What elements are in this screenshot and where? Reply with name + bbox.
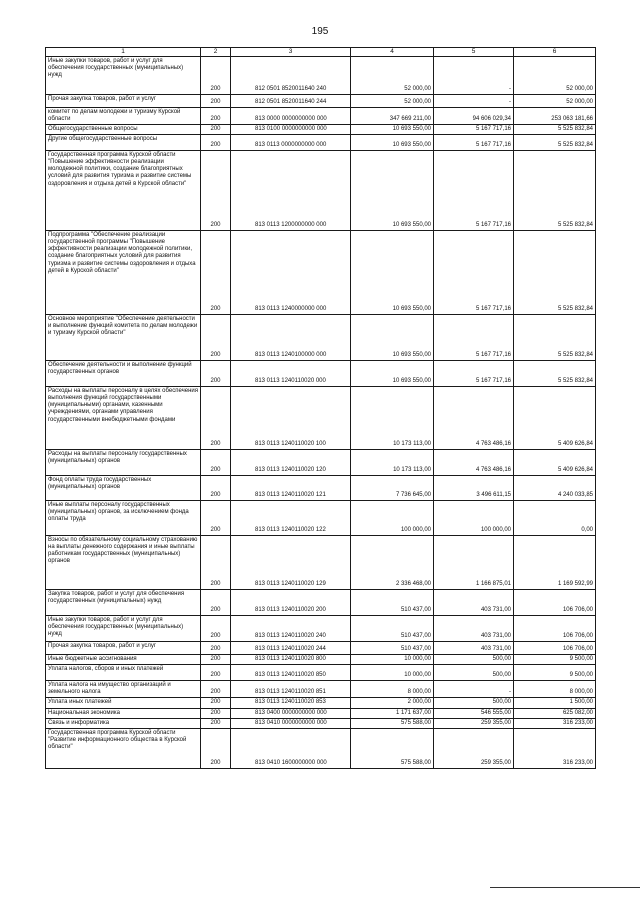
cell-c2: 200 [201,708,231,718]
table-row [46,231,596,315]
cell-v6: 106 706,00 [514,642,596,655]
cell-v4: 10 000,00 [351,655,434,665]
header-cell: 5 [434,48,514,57]
cell-name: Уплата налога на имущество организаций и земельного налога [46,681,201,698]
cell-name: Прочая закупка товаров, работ и услуг [46,95,201,108]
cell-v6: 5 525 832,84 [514,231,596,315]
header-row [46,48,596,57]
header-cell: 6 [514,48,596,57]
cell-v4: 10 000,00 [351,665,434,681]
cell-v5: 500,00 [434,665,514,681]
cell-v5: 5 167 717,16 [434,151,514,231]
cell-v5: - [434,57,514,95]
cell-c2: 200 [201,655,231,665]
header-cell: 2 [201,48,231,57]
cell-v4: 510 437,00 [351,616,434,642]
cell-v5: 259 355,00 [434,728,514,768]
cell-v5: 500,00 [434,655,514,665]
cell-v6: 1 500,00 [514,698,596,708]
cell-c2: 200 [201,151,231,231]
cell-name: Уплата налогов, сборов и иных платежей [46,665,201,681]
cell-v6: 0,00 [514,501,596,536]
cell-v6: 5 525 832,84 [514,125,596,135]
table-row [46,642,596,655]
cell-v6: 52 000,00 [514,57,596,95]
cell-v6: 253 063 181,66 [514,108,596,125]
cell-c2: 200 [201,728,231,768]
cell-c2: 200 [201,476,231,501]
cell-v5: 403 731,00 [434,616,514,642]
cell-v4: 10 693 550,00 [351,361,434,387]
cell-code: 813 0113 1240110020 129 [231,536,351,590]
cell-v4: 8 000,00 [351,681,434,698]
cell-v5: 500,00 [434,698,514,708]
cell-name: Расходы на выплаты персоналу в целях обеспечения выполнения функций государственными (муниципальными) органами, казенными учреждениями, органами управления государственными внебюджетными фондами [46,387,201,450]
cell-code: 813 0000 0000000000 000 [231,108,351,125]
cell-c2: 200 [201,616,231,642]
cell-v5: - [434,95,514,108]
table-row [46,361,596,387]
table-row [46,655,596,665]
cell-name: Другие общегосударственные вопросы [46,135,201,151]
cell-v5: - [434,681,514,698]
cell-v5: 4 763 486,16 [434,387,514,450]
cell-code: 812 0501 8520011640 240 [231,57,351,95]
cell-code: 813 0410 1600000000 000 [231,728,351,768]
page-number: 195 [311,26,329,37]
cell-name: Иные выплаты персоналу государственных (муниципальных) органов, за исключением фонда оплаты труда [46,501,201,536]
cell-v4: 100 000,00 [351,501,434,536]
cell-code: 813 0113 1240110020 851 [231,681,351,698]
cell-name: Государственная программа Курской области "Развитие информационного общества в Курской области" [46,728,201,768]
budget-table [45,47,596,769]
cell-v6: 106 706,00 [514,590,596,616]
cell-name: Иные закупки товаров, работ и услуг для обеспечения государственных (муниципальных) нужд [46,616,201,642]
table-row [46,728,596,768]
cell-c2: 200 [201,108,231,125]
table-row [46,95,596,108]
cell-v6: 52 000,00 [514,95,596,108]
cell-v5: 403 731,00 [434,590,514,616]
cell-code: 813 0400 0000000000 000 [231,708,351,718]
cell-c2: 200 [201,361,231,387]
cell-c2: 200 [201,501,231,536]
cell-v6: 9 500,00 [514,665,596,681]
table-row [46,681,596,698]
cell-v6: 106 706,00 [514,616,596,642]
cell-v4: 10 173 113,00 [351,387,434,450]
cell-v5: 3 496 611,15 [434,476,514,501]
cell-code: 813 0113 1240110020 240 [231,616,351,642]
cell-v6: 1 169 592,99 [514,536,596,590]
cell-v4: 2 336 468,00 [351,536,434,590]
header-cell: 4 [351,48,434,57]
cell-v6: 5 409 626,84 [514,450,596,476]
cell-c2: 200 [201,642,231,655]
cell-v6: 8 000,00 [514,681,596,698]
cell-name: комитет по делам молодежи и туризму Курской области [46,108,201,125]
cell-code: 813 0100 0000000000 000 [231,125,351,135]
cell-v5: 259 355,00 [434,718,514,728]
cell-c2: 200 [201,135,231,151]
cell-v5: 546 555,00 [434,708,514,718]
cell-v4: 510 437,00 [351,590,434,616]
cell-code: 813 0410 0000000000 000 [231,718,351,728]
cell-name: Прочая закупка товаров, работ и услуг [46,642,201,655]
cell-v6: 5 525 832,84 [514,315,596,361]
cell-name: Связь и информатика [46,718,201,728]
cell-code: 813 0113 1240110020 244 [231,642,351,655]
cell-v5: 5 167 717,16 [434,231,514,315]
cell-v4: 10 693 550,00 [351,315,434,361]
table-row [46,590,596,616]
cell-v5: 1 166 875,01 [434,536,514,590]
cell-c2: 200 [201,698,231,708]
cell-code: 813 0113 1200000000 000 [231,151,351,231]
table-row [46,57,596,95]
cell-c2: 200 [201,718,231,728]
cell-c2: 200 [201,231,231,315]
cell-name: Обеспечение деятельности и выполнение функций государственных органов [46,361,201,387]
cell-name: Национальная экономика [46,708,201,718]
header-cell: 3 [231,48,351,57]
table-row [46,108,596,125]
cell-v4: 575 588,00 [351,728,434,768]
cell-code: 813 0113 1240110020 850 [231,665,351,681]
table-row [46,135,596,151]
cell-c2: 200 [201,450,231,476]
cell-v4: 510 437,00 [351,642,434,655]
cell-c2: 200 [201,95,231,108]
cell-code: 813 0113 0000000000 000 [231,135,351,151]
cell-code: 812 0501 8520011640 244 [231,95,351,108]
cell-v6: 316 233,00 [514,728,596,768]
cell-name: Подпрограмма "Обеспечение реализации государственной программы "Повышение эффективности реализации молодежной политики, создание благоприятных условий для развития туризма и развитие системы оздоровления и отдыха детей в Курской области" [46,231,201,315]
cell-v4: 10 693 550,00 [351,135,434,151]
cell-v4: 347 669 211,00 [351,108,434,125]
cell-name: Уплата иных платежей [46,698,201,708]
table-row [46,450,596,476]
cell-name: Взносы по обязательному социальному страхованию на выплаты денежного содержания и иные выплаты работникам государственных (муниципальных) органов [46,536,201,590]
cell-code: 813 0113 1240110020 122 [231,501,351,536]
table-row [46,476,596,501]
cell-v5: 5 167 717,16 [434,135,514,151]
cell-name: Иные закупки товаров, работ и услуг для обеспечения государственных (муниципальных) нужд [46,57,201,95]
cell-c2: 200 [201,681,231,698]
cell-v5: 100 000,00 [434,501,514,536]
table-row [46,698,596,708]
cell-v4: 10 693 550,00 [351,151,434,231]
cell-code: 813 0113 1240110020 000 [231,361,351,387]
cell-name: Иные бюджетные ассигнования [46,655,201,665]
cell-name: Общегосударственные вопросы [46,125,201,135]
cell-v5: 4 763 486,16 [434,450,514,476]
cell-v5: 94 606 029,34 [434,108,514,125]
cell-v4: 10 693 550,00 [351,231,434,315]
cell-code: 813 0113 1240110020 200 [231,590,351,616]
cell-code: 813 0113 1240110020 121 [231,476,351,501]
cell-v4: 7 736 645,00 [351,476,434,501]
cell-v5: 5 167 717,16 [434,315,514,361]
cell-code: 813 0113 1240000000 000 [231,231,351,315]
cell-c2: 200 [201,536,231,590]
table-row [46,616,596,642]
table-row [46,501,596,536]
cell-c2: 200 [201,57,231,95]
cell-v6: 5 525 832,84 [514,151,596,231]
cell-name: Фонд оплаты труда государственных (муниципальных) органов [46,476,201,501]
cell-v4: 575 588,00 [351,718,434,728]
cell-code: 813 0113 1240110020 800 [231,655,351,665]
cell-v5: 5 167 717,16 [434,125,514,135]
table-row [46,387,596,450]
cell-v4: 52 000,00 [351,57,434,95]
table-row [46,536,596,590]
cell-v4: 2 000,00 [351,698,434,708]
header-cell: 1 [46,48,201,57]
cell-v4: 10 173 113,00 [351,450,434,476]
cell-v6: 9 500,00 [514,655,596,665]
table-row [46,665,596,681]
cell-c2: 200 [201,315,231,361]
cell-v6: 5 525 832,84 [514,135,596,151]
cell-name: Основное мероприятие "Обеспечение деятельности и выполнение функций комитета по делам молодежи и туризму Курской области" [46,315,201,361]
cell-v6: 5 409 626,84 [514,387,596,450]
cell-c2: 200 [201,125,231,135]
cell-code: 813 0113 1240110020 120 [231,450,351,476]
table-row [46,718,596,728]
cell-c2: 200 [201,387,231,450]
cell-name: Закупка товаров, работ и услуг для обеспечения государственных (муниципальных) нужд [46,590,201,616]
cell-v6: 625 082,00 [514,708,596,718]
cell-c2: 200 [201,665,231,681]
cell-c2: 200 [201,590,231,616]
cell-v6: 5 525 832,84 [514,361,596,387]
table-row [46,708,596,718]
table-row [46,125,596,135]
cell-v5: 5 167 717,16 [434,361,514,387]
table-row [46,315,596,361]
cell-name: Расходы на выплаты персоналу государственных (муниципальных) органов [46,450,201,476]
table-row [46,151,596,231]
cell-v4: 52 000,00 [351,95,434,108]
cell-v6: 4 240 033,85 [514,476,596,501]
cell-v4: 1 171 637,00 [351,708,434,718]
cell-v4: 10 693 550,00 [351,125,434,135]
cell-code: 813 0113 1240110020 853 [231,698,351,708]
cell-code: 813 0113 1240110020 100 [231,387,351,450]
footer-line [490,887,640,888]
cell-code: 813 0113 1240100000 000 [231,315,351,361]
cell-v5: 403 731,00 [434,642,514,655]
cell-v6: 316 233,00 [514,718,596,728]
cell-name: Государственная программа Курской области "Повышение эффективности реализации молодежной политики, создание благоприятных условий для развития туризма и развитие системы оздоровления и отдыха детей в Курской области" [46,151,201,231]
